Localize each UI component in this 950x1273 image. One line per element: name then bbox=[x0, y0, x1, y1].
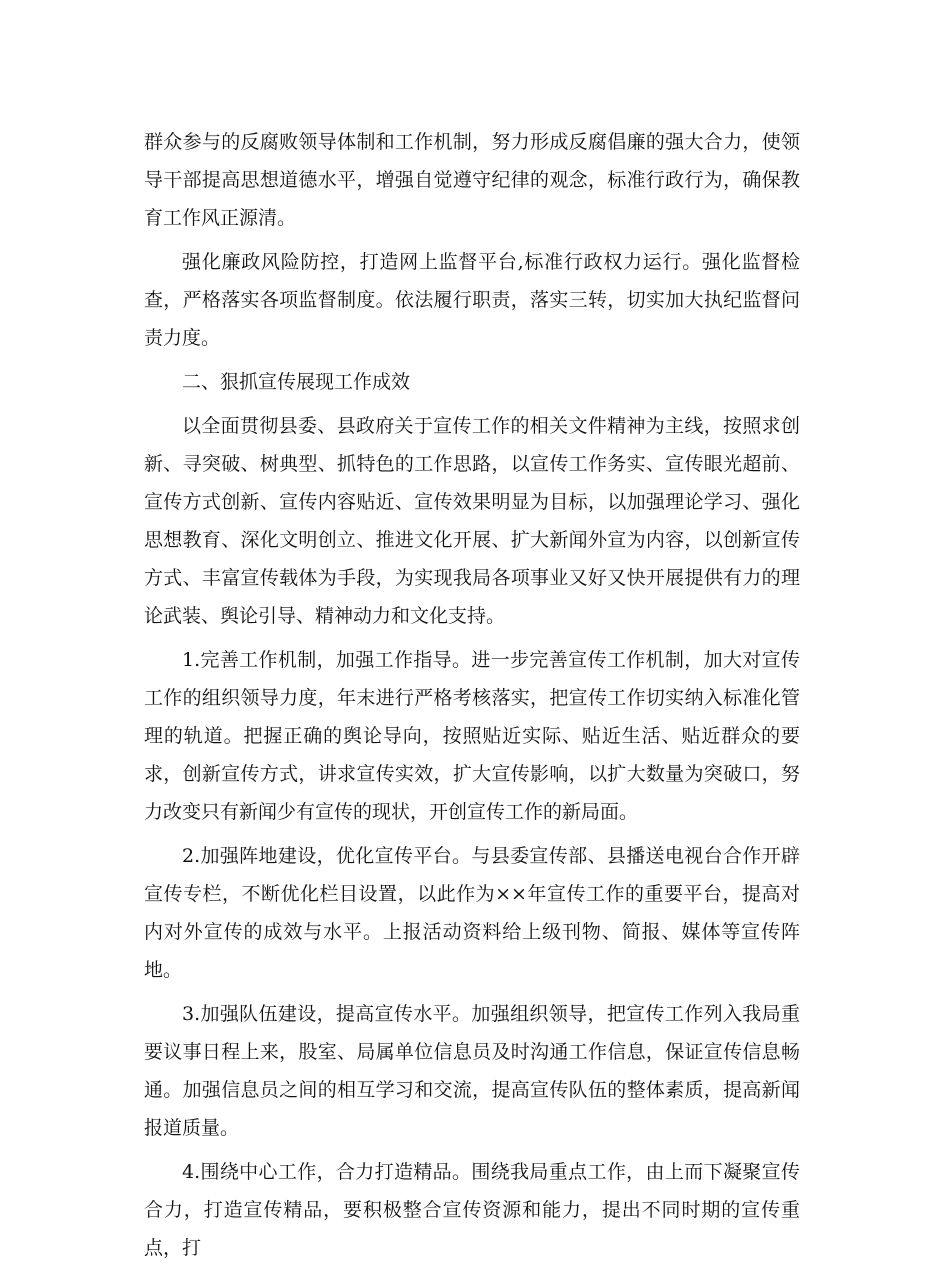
section-heading-publicity: 二、狠抓宣传展现工作成效 bbox=[182, 371, 411, 393]
paragraph-item-2: 2.加强阵地建设，优化宣传平台。与县委宣传部、县播送电视台合作开辟宣传专栏，不断优化栏目设置，以此作为××年宣传工作的重要平台，提高对内对外宣传的成效与水平。上报活动资料给上级刊物、简报、媒体等宣传阵地。 bbox=[144, 845, 800, 981]
paragraph-continuation: 群众参与的反腐败领导体制和工作机制，努力形成反腐倡廉的强大合力，使领导干部提高思想道德水平，增强自觉遵守纪律的观念，标准行政行为，确保教育工作风正源清。 bbox=[144, 131, 800, 229]
document-body bbox=[144, 123, 800, 1273]
paragraph-risk-control: 强化廉政风险防控，打造网上监督平台,标准行政权力运行。强化监督检查，严格落实各项监督制度。依法履行职责，落实三转，切实加大执纪监督问责力度。 bbox=[144, 251, 800, 349]
paragraph-publicity-overview: 以全面贯彻县委、县政府关于宣传工作的相关文件精神为主线，按照求创新、寻突破、树典型、抓特色的工作思路，以宣传工作务实、宣传眼光超前、宣传方式创新、宣传内容贴近、宣传效果明显为目标，以加强理论学习、强化思想教育、深化文明创立、推进文化开展、扩大新闻外宣为内容，以创新宣传方式、丰富宣传载体为手段，为实现我局各项事业又好又快开展提供有力的理论武装、舆论引导、精神动力和文化支持。 bbox=[144, 415, 800, 627]
paragraph-item-3: 3.加强队伍建设，提高宣传水平。加强组织领导，把宣传工作列入我局重要议事日程上来，股室、局属单位信息员及时沟通工作信息，保证宣传信息畅通。加强信息员之间的相互学习和交流，提高宣传队伍的整体素质，提高新闻报道质量。 bbox=[144, 1003, 800, 1139]
paragraph-item-4: 4.围绕中心工作，合力打造精品。围绕我局重点工作，由上而下凝聚宣传合力，打造宣传精品，要积极整合宣传资源和能力，提出不同时期的宣传重点，打 bbox=[144, 1161, 800, 1259]
paragraph-item-1: 1.完善工作机制，加强工作指导。进一步完善宣传工作机制，加大对宣传工作的组织领导力度，年末进行严格考核落实，把宣传工作切实纳入标准化管理的轨道。把握正确的舆论导向，按照贴近实际、贴近生活、贴近群众的要求，创新宣传方式，讲求宣传实效，扩大宣传影响，以扩大数量为突破口，努力改变只有新闻少有宣传的现状，开创宣传工作的新局面。 bbox=[144, 649, 800, 823]
